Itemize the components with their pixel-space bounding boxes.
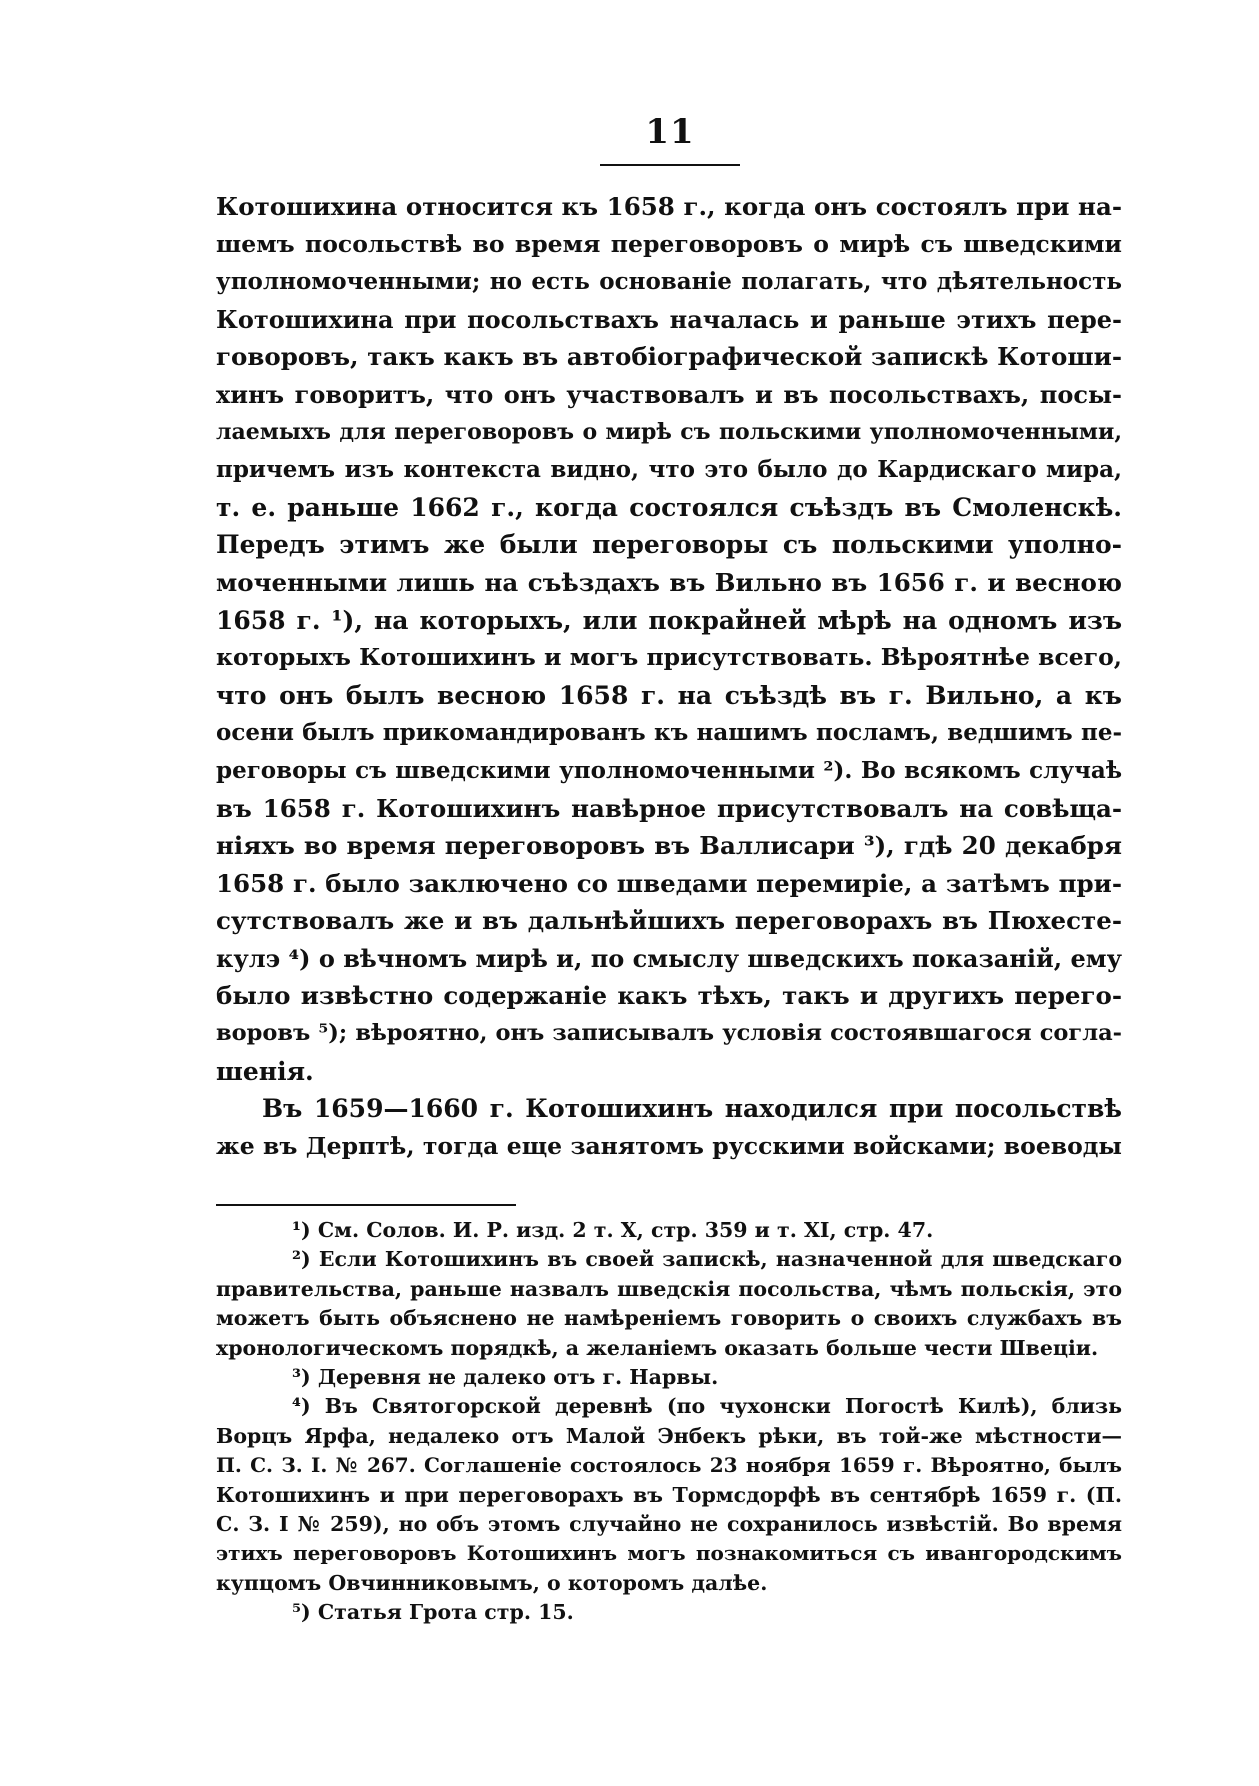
footnote-line: Ворцъ Ярфа, недалеко отъ Малой Энбекъ рѣки, въ той-же мѣстности—	[216, 1423, 1122, 1448]
body-line: моченными лишь на съѣздахъ въ Вильно въ 1656 г. и весною	[216, 567, 1122, 597]
body-line: Передъ этимъ же были переговоры съ польскими уполно-	[216, 530, 1122, 560]
body-line: которыхъ Котошихинъ и могъ присутствовать. Вѣроятнѣе всего,	[216, 643, 1122, 672]
footnote-line: правительства, раньше назвалъ шведскія посольства, чѣмъ польскія, это	[216, 1276, 1122, 1301]
body-line: причемъ изъ контекста видно, что это было до Кардискаго мира,	[216, 456, 1122, 484]
body-line: Котошихина при посольствахъ началась и раньше этихъ пере-	[216, 304, 1122, 334]
body-line: говоровъ, такъ какъ въ автобіографической запискѣ Котоши-	[216, 342, 1122, 372]
footnote-line: хронологическомъ порядкѣ, а желаніемъ оказать больше чести Швеціи.	[216, 1335, 1099, 1360]
body-line: 1658 г. было заключено со шведами перемиріе, а затѣмъ при-	[216, 868, 1122, 898]
body-line: было извѣстно содержаніе какъ тѣхъ, такъ и другихъ перего-	[216, 981, 1122, 1011]
body-line: шемъ посольствѣ во время переговоровъ о мирѣ съ шведскими	[216, 229, 1122, 258]
body-line: шенія.	[216, 1056, 314, 1086]
footnote-line: ¹) См. Солов. И. Р. изд. 2 т. X, стр. 359 и т. XI, стр. 47.	[292, 1218, 934, 1242]
body-line: кулэ ⁴) о вѣчномъ мирѣ и, по смыслу шведскихъ показаній, ему	[216, 943, 1122, 973]
footnote-line: можетъ быть объяснено не намѣреніемъ говорить о своихъ службахъ въ	[216, 1306, 1122, 1331]
body-line: воровъ ⁵); вѣроятно, онъ записывалъ условія состоявшагося согла-	[216, 1020, 1122, 1047]
body-line: лаемыхъ для переговоровъ о мирѣ съ польскими уполномоченными,	[216, 418, 1122, 445]
footnote-line: этихъ переговоровъ Котошихинъ могъ познакомиться съ ивангородскимъ	[216, 1541, 1122, 1566]
footnote-line: П. С. З. I. № 267. Соглашеніе состоялось 23 ноября 1659 г. Вѣроятно, былъ	[216, 1453, 1122, 1478]
body-line: же въ Дерптѣ, тогда еще занятомъ русскими войсками; воеводы	[216, 1131, 1122, 1160]
footnotes	[216, 1216, 1122, 1627]
body-text	[216, 188, 1122, 1165]
footnote-line: Котошихинъ и при переговорахъ въ Тормсдорфѣ въ сентябрѣ 1659 г. (П.	[216, 1482, 1122, 1507]
body-line: въ 1658 г. Котошихинъ навѣрное присутствовалъ на совѣща-	[216, 793, 1122, 823]
body-line: т. е. раньше 1662 г., когда состоялся съѣздъ въ Смоленскѣ.	[216, 492, 1122, 522]
body-line: реговоры съ шведскими уполномоченными ²). Во всякомъ случаѣ	[216, 756, 1122, 784]
body-line: что онъ былъ весною 1658 г. на съѣздѣ въ г. Вильно, а къ	[216, 680, 1122, 710]
footnote-line: ⁵) Статья Грота стр. 15.	[292, 1600, 574, 1625]
body-line: сутствовалъ же и въ дальнѣйшихъ переговорахъ въ Пюхесте-	[216, 906, 1122, 936]
body-line: Котошихина относится къ 1658 г., когда онъ состоялъ при на-	[216, 192, 1122, 221]
footnote-line: ³) Деревня не далеко отъ г. Нарвы.	[292, 1364, 719, 1389]
page-number: 11	[645, 112, 695, 152]
footnote-rule	[216, 1204, 516, 1206]
body-line: ніяхъ во время переговоровъ въ Валлисари ³), гдѣ 20 декабря	[216, 831, 1122, 861]
body-line: осени былъ прикомандированъ къ нашимъ посламъ, ведшимъ пе-	[216, 719, 1122, 747]
page-number-rule	[600, 164, 740, 166]
body-line: 1658 г. ¹), на которыхъ, или покрайней мѣрѣ на одномъ изъ	[216, 605, 1122, 635]
body-line: хинъ говоритъ, что онъ участвовалъ и въ посольствахъ, посы-	[216, 379, 1122, 409]
body-line: уполномоченными; но есть основаніе полагать, что дѣятельность	[216, 268, 1122, 296]
footnote-line: ²) Если Котошихинъ въ своей запискѣ, назначенной для шведскаго	[292, 1247, 1122, 1272]
body-line: Въ 1659—1660 г. Котошихинъ находился при посольствѣ	[262, 1094, 1122, 1124]
footnote-line: С. З. I № 259), но объ этомъ случайно не сохранилось извѣстій. Во время	[216, 1511, 1122, 1536]
footnote-line: ⁴) Въ Святогорской деревнѣ (по чухонски Погостѣ Килѣ), близь	[292, 1394, 1122, 1419]
footnote-line: купцомъ Овчинниковымъ, о которомъ далѣе.	[216, 1570, 768, 1595]
